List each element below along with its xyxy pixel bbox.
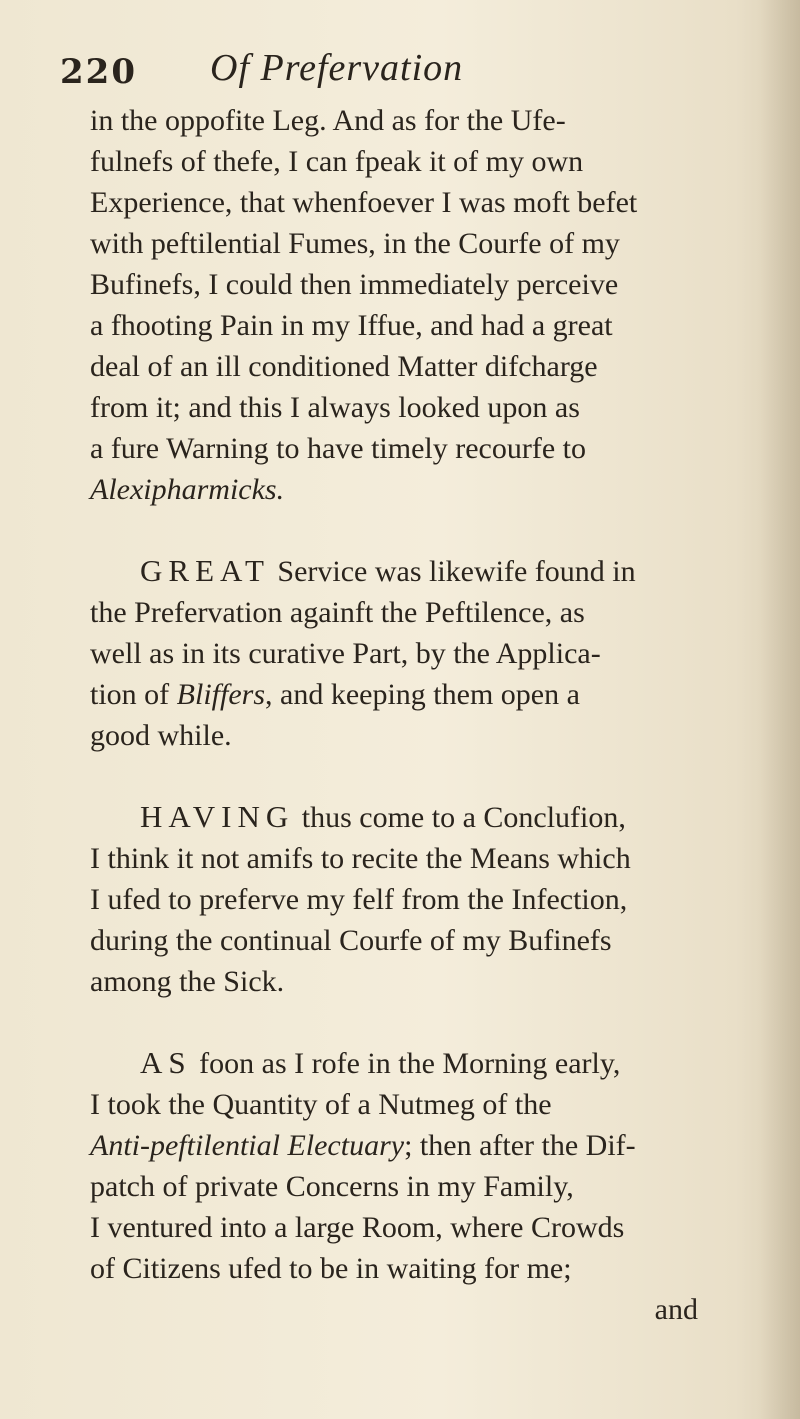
- text-span: thus come to a Conclufion,: [294, 801, 626, 834]
- text-line: [44, 796, 774, 838]
- paragraph-2: [44, 550, 774, 756]
- text-line: Bufinefs, I could then immediately perceive: [90, 268, 619, 301]
- text-line: [44, 1042, 774, 1084]
- text-line: patch of private Concerns in my Family,: [90, 1170, 574, 1203]
- text-line: a fhooting Pain in my Iffue, and had a great: [90, 309, 613, 342]
- text-line: deal of an ill conditioned Matter difcharge: [90, 350, 598, 383]
- text-line: Experience, that whenfoever I was moft befet: [90, 186, 638, 219]
- running-head: Of Prefervation: [210, 47, 464, 89]
- text-line: from it; and this I always looked upon as: [90, 391, 580, 424]
- text-span: tion of: [90, 678, 177, 711]
- catchword: and: [654, 1293, 698, 1326]
- paragraph-1: [44, 100, 774, 510]
- text-line: I ufed to preferve my felf from the Infection,: [90, 883, 628, 916]
- text-span: , and keeping them open a: [265, 678, 580, 711]
- text-line: [44, 674, 774, 715]
- italic-word: Bliffers: [176, 678, 266, 711]
- text-line: I took the Quantity of a Nutmeg of the: [90, 1088, 552, 1121]
- text-line: fulnefs of thefe, I can fpeak it of my own: [90, 145, 584, 178]
- text-line: I think it not amifs to recite the Means which: [90, 842, 631, 875]
- text-line: during the continual Courfe of my Bufinefs: [90, 924, 612, 957]
- text-line: well as in its curative Part, by the Applica-: [90, 637, 601, 670]
- text-line: good while.: [90, 719, 232, 752]
- text-line: I ventured into a large Room, where Crowds: [90, 1211, 625, 1244]
- paragraph-lead-word: GREAT: [140, 553, 270, 588]
- text-line: [44, 550, 774, 592]
- paragraph-lead-word: AS: [140, 1045, 192, 1080]
- body-text: [44, 100, 774, 1370]
- page-number: 220: [60, 52, 137, 92]
- text-span: Service was likewife found in: [269, 555, 636, 588]
- text-line: with peftilential Fumes, in the Courfe of my: [90, 227, 620, 260]
- text-line: [44, 1125, 774, 1166]
- paragraph-4: [44, 1042, 774, 1330]
- text-span: foon as I rofe in the Morning early,: [191, 1047, 621, 1080]
- paragraph-3: [44, 796, 774, 1002]
- paragraph-lead-word: HAVING: [140, 799, 295, 834]
- text-span: ; then after the Dif-: [404, 1129, 636, 1162]
- text-line: the Prefervation againft the Peftilence, as: [90, 596, 585, 629]
- text-line: among the Sick.: [90, 965, 285, 998]
- text-line: a fure Warning to have timely recourfe to: [90, 432, 586, 465]
- text-line: Alexipharmicks.: [90, 473, 285, 506]
- italic-phrase: Anti-peftilential Electuary: [90, 1129, 405, 1162]
- text-line: in the oppofite Leg. And as for the Ufe-: [90, 104, 566, 137]
- text-line: of Citizens ufed to be in waiting for me;: [90, 1252, 572, 1285]
- page-header: [60, 47, 760, 92]
